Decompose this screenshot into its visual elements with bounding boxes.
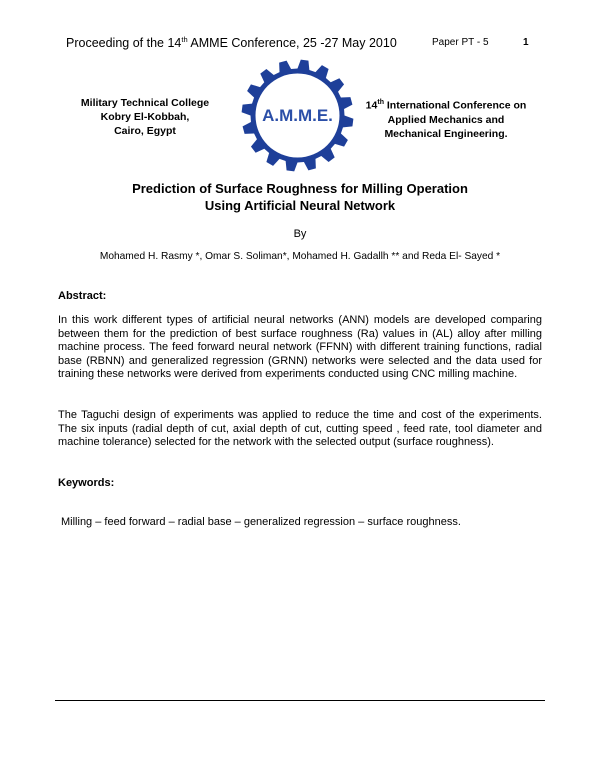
title-line1: Prediction of Surface Roughness for Milling Operation (132, 181, 468, 196)
proceeding-sup: th (181, 35, 188, 44)
conf-number-sup: th (377, 99, 384, 106)
proceeding-header (66, 35, 397, 50)
institution-right (356, 96, 536, 141)
institution-right-line2: Applied Mechanics and (387, 113, 505, 126)
footer-rule (55, 700, 545, 701)
conf-number: 14 (365, 99, 378, 112)
institution-left-line1: Military Technical College (80, 97, 210, 109)
institution-left-line2: Kobry El-Kobbah, (100, 111, 190, 123)
institution-left (60, 96, 230, 138)
proceeding-prefix: Proceeding of the 14 (66, 36, 182, 51)
page-number: 1 (523, 37, 529, 48)
paper-title (50, 180, 550, 214)
authors: Mohamed H. Rasmy *, Omar S. Soliman*, Mohamed H. Gadallh ** and Reda El- Sayed * (99, 251, 501, 262)
keywords-text: Milling – feed forward – radial base – generalized regression – surface roughness. (61, 516, 461, 528)
institution-right-line1 (356, 96, 536, 113)
keywords-heading: Keywords: (58, 477, 115, 489)
abstract-paragraph-2: The Taguchi design of experiments was applied to reduce the time and cost of the experiments. The six inputs (radial depth of cut, axial depth of cut, cutting speed , feed rate, tool diameter and machine tolerance) selected for the network with the selected output (surface roughness). (58, 409, 542, 449)
by-label: By (293, 228, 307, 240)
proceeding-suffix: AMME Conference, 25 -27 May 2010 (187, 36, 397, 51)
paper-id: Paper PT - 5 (432, 37, 489, 48)
logo-text: A.M.M.E. (262, 106, 333, 125)
abstract-heading: Abstract: (58, 290, 107, 302)
conf-name: International Conference on (383, 99, 527, 112)
amme-logo (240, 58, 355, 173)
title-line2: Using Artificial Neural Network (204, 198, 396, 213)
abstract-paragraph-1: In this work different types of artificial neural networks (ANN) models are developed comparing between them for the prediction of best surface roughness (Ra) values in (AL) alloy after milling machine process. The feed forward neural network (FFNN) with different training functions, radial base (RBNN) and generalized regression (GRNN) networks were selected and the data used for training these networks were derived from experiments conducted using CNC milling machine. (58, 314, 542, 381)
institution-right-line3: Mechanical Engineering. (384, 127, 508, 140)
institution-left-line3: Cairo, Egypt (114, 125, 176, 137)
